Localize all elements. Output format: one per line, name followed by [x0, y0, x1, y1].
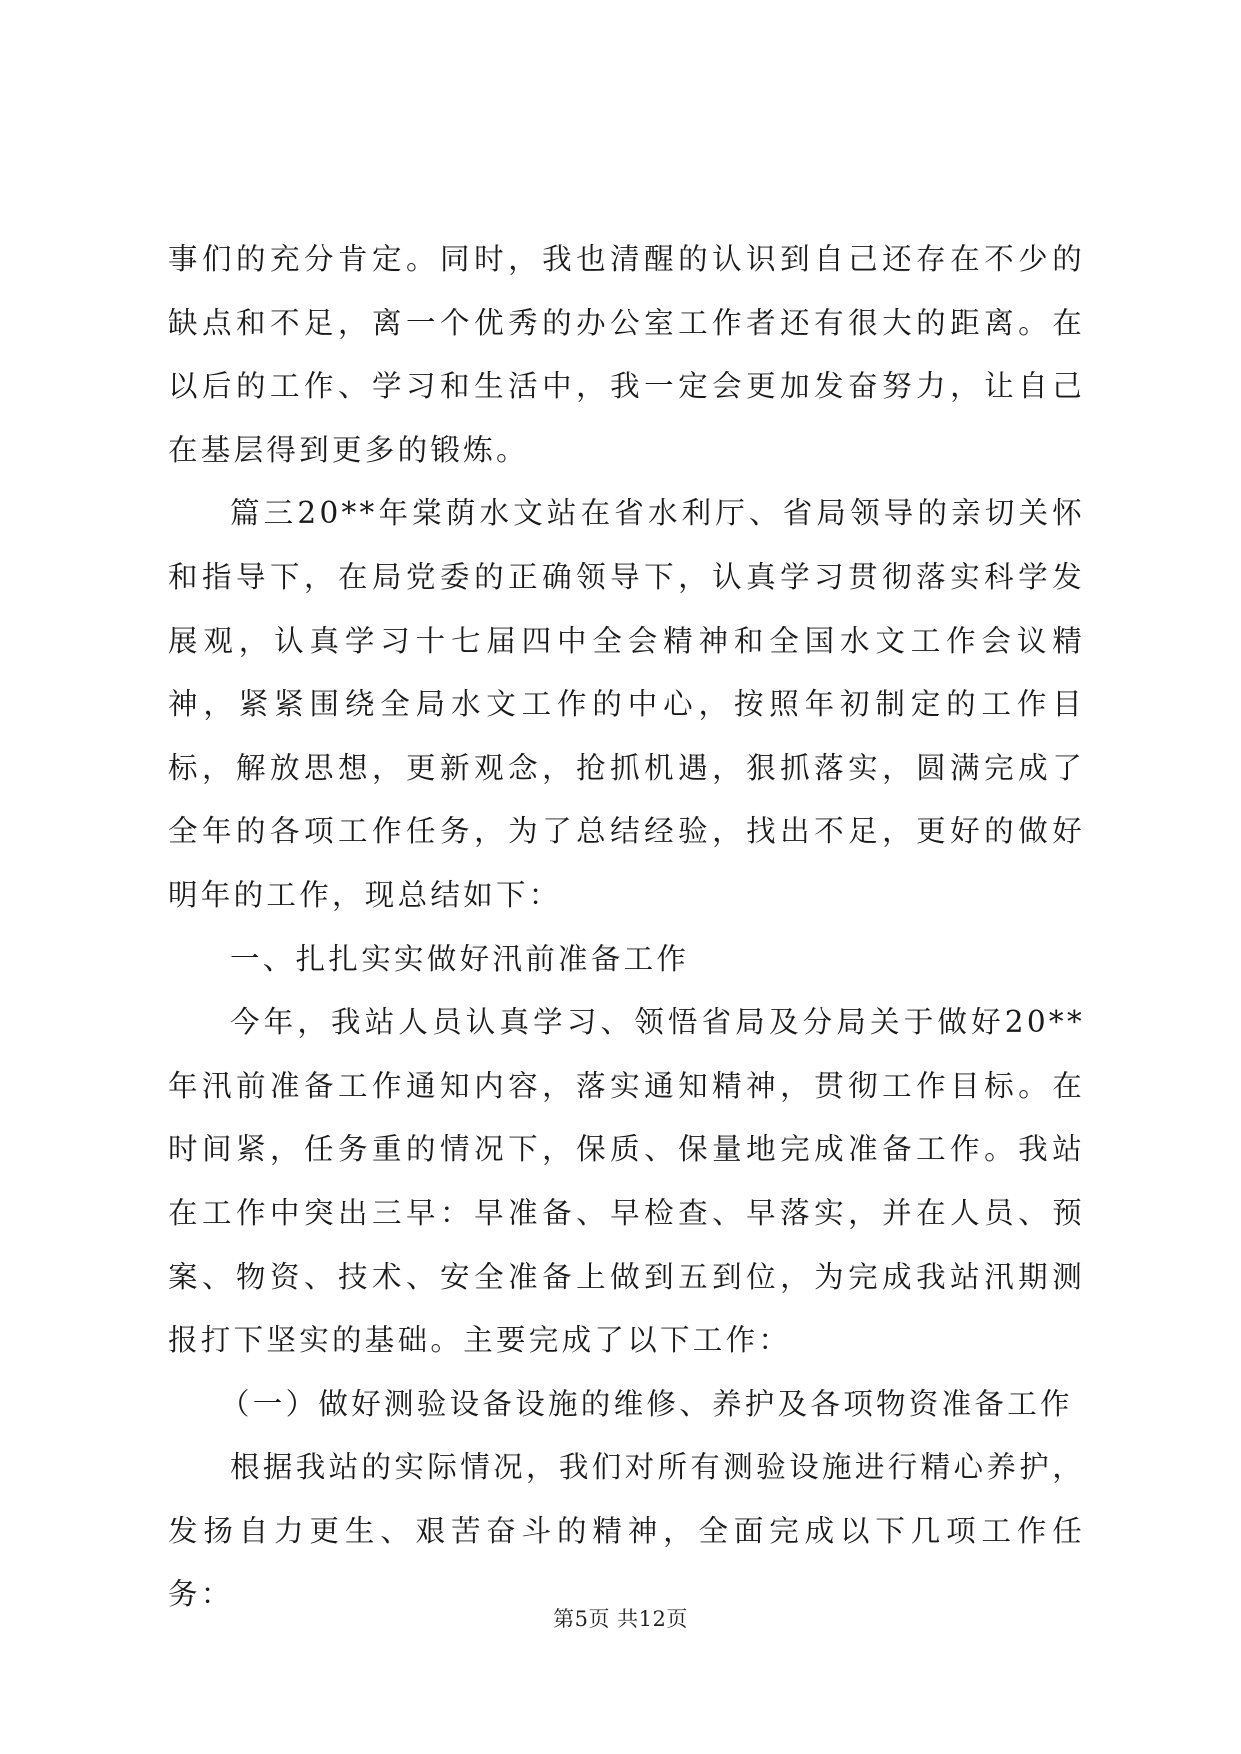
- paragraph-continuation: 事们的充分肯定。同时，我也清醒的认识到自己还存在不少的缺点和不足，离一个优秀的办公室工作者还有很大的距离。在以后的工作、学习和生活中，我一定会更加发奋努力，让自己在基层得到更多的锻炼。: [168, 242, 1085, 467]
- page-number-footer: 第5页 共12页: [553, 1607, 688, 1631]
- paragraph-preparation: 今年，我站人员认真学习、领悟省局及分局关于做好20**年汛前准备工作通知内容，落实通知精神，贯彻工作目标。在时间紧，任务重的情况下，保质、保量地完成准备工作。我站在工作中突出三早：早准备、早检查、早落实，并在人员、预案、物资、技术、安全准备上做到五到位，为完成我站汛期测报打下坚实的基础。主要完成了以下工作：: [168, 1005, 1085, 1358]
- paragraph-part-three-intro: 篇三20**年棠荫水文站在省水利厅、省局领导的亲切关怀和指导下，在局党委的正确领导下，认真学习贯彻落实科学发展观，认真学习十七届四中全会精神和全国水文工作会议精神，紧紧围绕全局水文工作的中心，按照年初制定的工作目标，解放思想，更新观念，抢抓机遇，狠抓落实，圆满完成了全年的各项工作任务，为了总结经验，找出不足，更好的做好明年的工作，现总结如下：: [168, 496, 1085, 912]
- paragraph-maintenance: 根据我站的实际情况，我们对所有测验设施进行精心养护，发扬自力更生、艰苦奋斗的精神，全面完成以下几项工作任务：: [168, 1450, 1085, 1612]
- document-body: [168, 228, 1085, 1627]
- section-heading-1: 一、扎扎实实做好汛前准备工作: [230, 941, 690, 976]
- subsection-heading-1: （一）做好测验设备设施的维修、养护及各项物资准备工作: [220, 1386, 1073, 1421]
